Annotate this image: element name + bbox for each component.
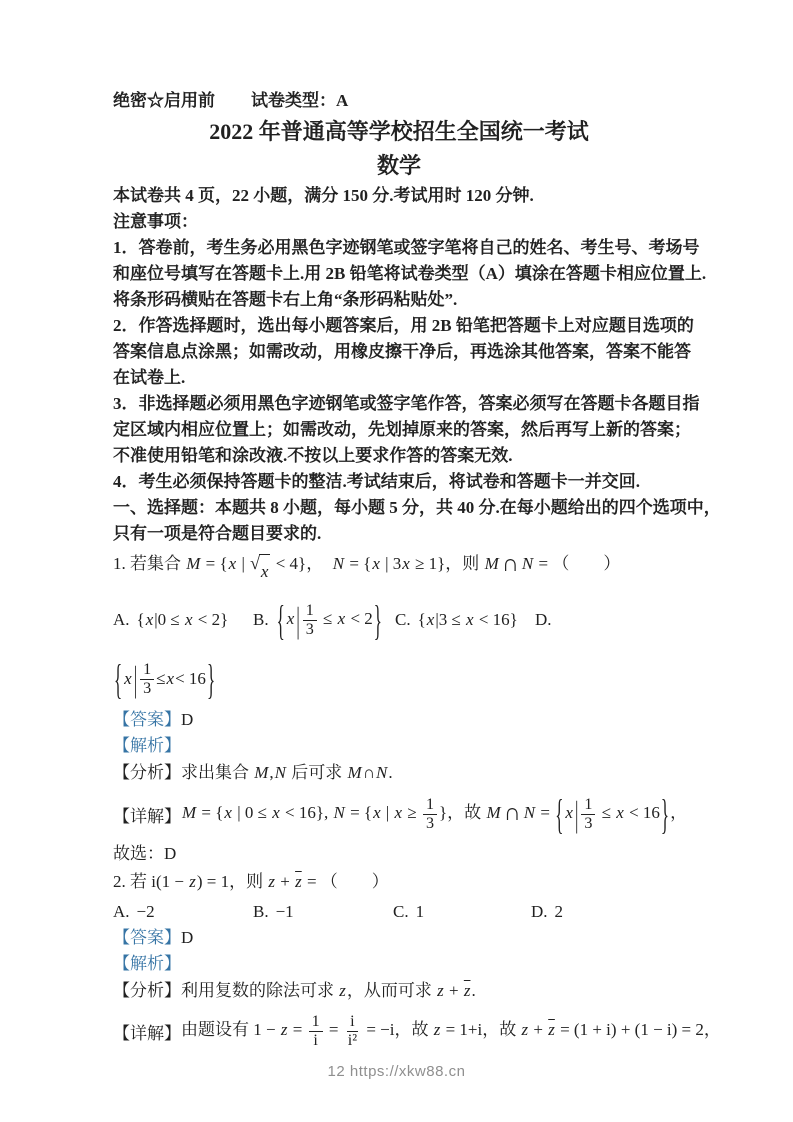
subject-title: 数学 — [376, 153, 421, 178]
option-formula: {x|0 ≤ x < 2} — [136, 610, 229, 629]
q1-option-b — [253, 596, 383, 644]
option-formula: {x|3 ≤ x < 16} — [417, 610, 518, 629]
notice-line: 1．答卷前，考生务必用黑色字迹钢笔或签字笔将自己的姓名、考生号、考场号 — [113, 238, 700, 257]
notice-line: 将条形码横贴在答题卡右上角“条形码粘贴处”. — [113, 290, 458, 309]
q1-option-d — [535, 610, 559, 630]
fenxi-label: 【分析】 — [113, 763, 181, 782]
q2-option-b — [253, 902, 294, 922]
fenxi-label: 【分析】 — [113, 981, 181, 1000]
fenxi-text: 利用复数的除法可求 z，从而可求 $z + \overline{z}$. — [181, 981, 476, 1000]
notice-line: 和座位号填写在答题卡上.用 2B 铅笔将试卷类型（A）填涂在答题卡相应位置上. — [113, 264, 707, 283]
option-formula: { x | $\frac{1}{3}$ ≤ x < 2} — [276, 596, 382, 644]
q1-fenxi-line — [113, 759, 685, 787]
q2-option-c — [393, 902, 424, 922]
q1-xiangjie-line — [113, 787, 688, 841]
notice-line: 不准使用铅笔和涂改液.不按以上要求作答的答案无效. — [113, 446, 513, 465]
notice-line: 2．作答选择题时，选出每小题答案后，用 2B 铅笔把答题卡上对应题目选项的 — [113, 316, 694, 335]
xiangjie-formula: 由题设有 1 − z = $\frac{1}{i}$ = $\frac{i}{\text{i²}}$ = −i，故 z = 1+i，故 $z + \overline{z} = (1 + i) + (1 - i) = 2$， — [181, 1012, 721, 1049]
option-label: A. — [113, 610, 130, 629]
option-value: −2 — [136, 902, 155, 921]
option-value: −1 — [275, 902, 294, 921]
page-footer — [0, 1063, 793, 1080]
notice-line: 定区域内相应位置上；如需改动，先划掉原来的答案，然后再写上新的答案； — [113, 420, 691, 439]
exam-title: 2022 年普通高等学校招生全国统一考试 — [209, 119, 589, 144]
answer-value: D — [181, 710, 194, 729]
option-label: C. — [393, 902, 409, 921]
q1-option-d-formula: { x | $\frac{1}{3}$ ≤ x < 16 } — [114, 655, 216, 703]
section-title-line: 只有一项是符合题目要求的. — [113, 524, 322, 543]
footer-url: https://xkw88.cn — [349, 1063, 466, 1080]
notice-title: 注意事项： — [113, 212, 198, 231]
answer-label: 【答案】 — [113, 710, 181, 729]
q1-jiexi-line — [113, 733, 685, 759]
xiangjie-formula: M = {x | 0 ≤ x < 16}, N = {x | x ≥ $\frac{1}{3}$ }，故 M ∩ N = { x | $\frac{1}{3}$ ≤ x < 16}， — [182, 790, 688, 838]
option-label: D. — [531, 902, 548, 921]
option-label: D. — [535, 610, 552, 629]
q2-option-d — [531, 902, 563, 922]
question-2-options — [113, 899, 685, 925]
notice-line: 答案信息点涂黑；如需改动，用橡皮擦干净后，再选涂其他答案，答案不能答 — [113, 342, 691, 361]
option-value: 2 — [554, 902, 564, 921]
paper-header — [113, 90, 685, 112]
question-2-stem: 2. 若 i(1 − z) = 1，则 $z + \overline{z}$ = （ ） — [113, 872, 389, 891]
q1-conclusion: 故选：D — [113, 844, 177, 863]
option-label: A. — [113, 902, 130, 921]
jiexi-label: 【解析】 — [113, 954, 181, 973]
q2-fenxi-line — [113, 977, 685, 1005]
fenxi-text: 求出集合 M,N 后可求 M∩N. — [181, 763, 393, 782]
answer-label: 【答案】 — [113, 928, 181, 947]
q2-option-a — [113, 902, 155, 922]
page-number: 12 — [327, 1063, 346, 1080]
jiexi-label: 【解析】 — [113, 736, 181, 755]
option-label: B. — [253, 902, 269, 921]
xiangjie-label: 【详解】 — [113, 806, 181, 826]
notice-line: 在试卷上. — [113, 368, 186, 387]
option-value: 1 — [415, 902, 425, 921]
section-title-line: 一、选择题：本题共 8 小题，每小题 5 分，共 40 分.在每小题给出的四个选项中， — [113, 498, 721, 517]
q2-jiexi-line — [113, 951, 685, 977]
notice-line: 4．考生必须保持答题卡的整洁.考试结束后，将试卷和答题卡一并交回. — [113, 472, 640, 491]
q2-answer-line — [113, 925, 685, 951]
q1-option-a — [113, 610, 228, 630]
q1-answer-line — [113, 707, 685, 733]
secrecy-label: 绝密☆启用前 — [113, 91, 215, 110]
paper-meta: 本试卷共 4 页，22 小题，满分 150 分.考试用时 120 分钟. — [113, 186, 534, 205]
xiangjie-label: 【详解】 — [113, 1023, 181, 1043]
page-content — [113, 90, 721, 1057]
option-label: C. — [395, 610, 411, 629]
question-1-stem: 1. 若集合 M = {x | √ x < 4}， N = {x | 3x ≥ 1}，则 M ∩ N = （ ） — [113, 547, 685, 589]
q1-option-c — [395, 610, 518, 630]
paper-type-label: 试卷类型：A — [251, 91, 349, 110]
q2-xiangjie-line — [113, 1005, 721, 1057]
question-1-options — [113, 589, 685, 651]
answer-value: D — [181, 928, 194, 947]
option-label: B. — [253, 610, 269, 629]
notice-line: 3．非选择题必须用黑色字迹钢笔或签字笔作答，答案必须写在答题卡各题目指 — [113, 394, 700, 413]
